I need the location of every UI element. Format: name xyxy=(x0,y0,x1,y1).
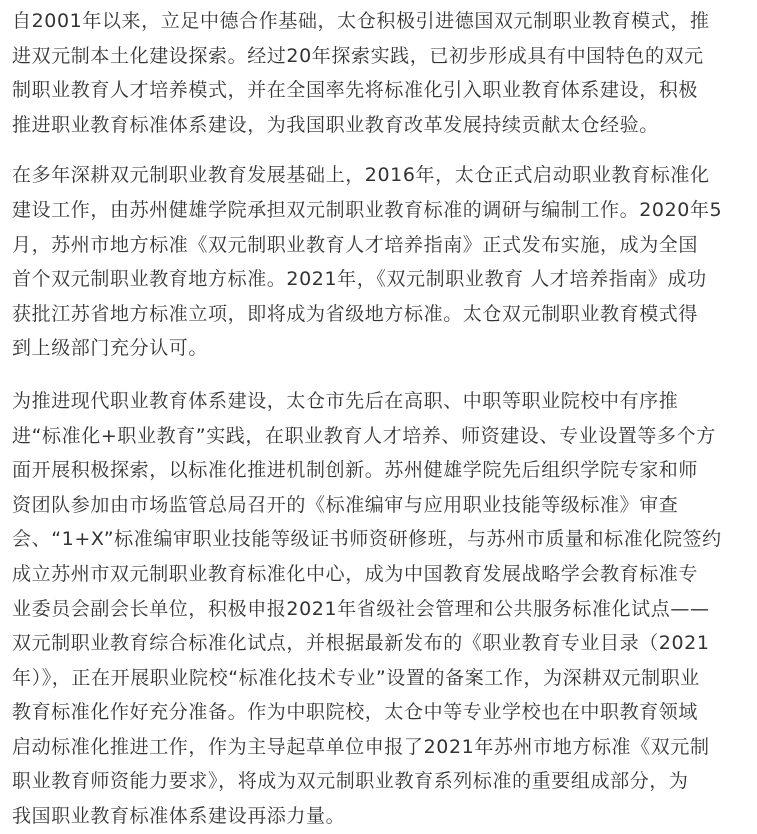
text-line: 教育标准化作好充分准备。作为中职院校，太仓中等专业学校也在中职教育领域 xyxy=(12,701,699,724)
text-line: 我国职业教育标准体系建设再添力量。 xyxy=(12,805,346,828)
text-line: 双元制职业教育综合标准化试点，并根据最新发布的《职业教育专业目录（2021 xyxy=(12,632,710,655)
text-line: 月，苏州市地方标准《双元制职业教育人才培养指南》正式发布实施，成为全国 xyxy=(12,233,699,256)
paragraph-2 xyxy=(12,158,751,366)
text-line: 进“标准化+职业教育”实践，在职业教育人才培养、师资建设、专业设置等多个方 xyxy=(12,424,716,447)
text-line: 业委员会副会长单位，积极申报2021年省级社会管理和公共服务标准化试点—— xyxy=(12,597,710,620)
text-line: 资团队参加由市场监管总局召开的《标准编审与应用职业技能等级标准》审查 xyxy=(12,493,679,516)
text-line: 为推进现代职业教育体系建设，太仓市先后在高职、中职等职业院校中有序推 xyxy=(12,389,679,412)
text-line: 获批江苏省地方标准立项，即将成为省级地方标准。太仓双元制职业教育模式得 xyxy=(12,302,699,325)
text-line: 启动标准化推进工作，作为主导起草单位申报了2021年苏州市地方标准《双元制 xyxy=(12,735,710,758)
text-line: 制职业教育人才培养模式，并在全国率先将标准化引入职业教育体系建设，积极 xyxy=(12,79,699,102)
text-line: 职业教育师资能力要求》，将成为双元制职业教育系列标准的重要组成部分，为 xyxy=(12,770,689,793)
text-line: 推进职业教育标准体系建设，为我国职业教育改革发展持续贡献太仓经验。 xyxy=(12,113,659,136)
paragraph-3 xyxy=(12,384,751,834)
text-line: 面开展积极探索，以标准化推进机制创新。苏州健雄学院先后组织学院专家和师 xyxy=(12,459,699,482)
text-line: 在多年深耕双元制职业教育发展基础上，2016年，太仓正式启动职业教育标准化 xyxy=(12,164,710,187)
text-line: 年）》，正在开展职业院校“标准化技术专业”设置的备案工作，为深耕双元制职业 xyxy=(12,666,700,689)
paragraph-1 xyxy=(12,4,751,142)
text-line: 进双元制本土化建设探索。经过20年探索实践，已初步形成具有中国特色的双元 xyxy=(12,44,704,67)
text-line: 首个双元制职业教育地方标准。2021年，《双元制职业教育 人才培养指南》成功 xyxy=(12,268,707,291)
text-line: 成立苏州市双元制职业教育标准化中心，成为中国教育发展战略学会教育标准专 xyxy=(12,562,699,585)
text-line: 会、“1+X”标准编审职业技能等级证书师资研修班，与苏州市质量和标准化院签约 xyxy=(12,528,722,551)
text-line: 建设工作，由苏州健雄学院承担双元制职业教育标准的调研与编制工作。2020年5 xyxy=(12,198,723,221)
text-line: 到上级部门充分认可。 xyxy=(12,337,209,360)
text-line: 自2001年以来，立足中德合作基础，太仓积极引进德国双元制职业教育模式，推 xyxy=(12,10,710,32)
